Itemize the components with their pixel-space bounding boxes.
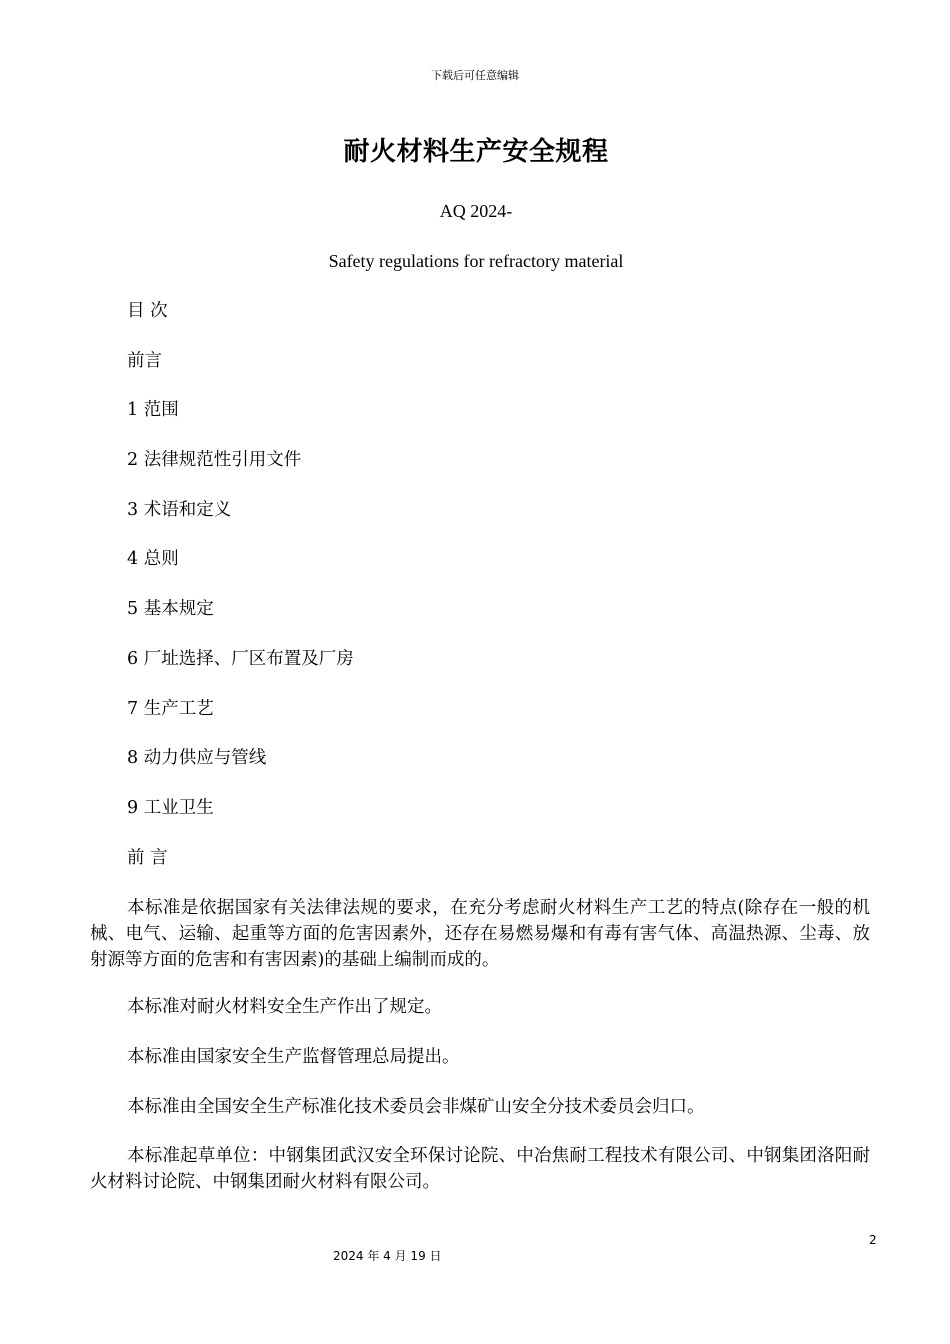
document-english-title: Safety regulations for refractory material bbox=[328, 251, 624, 271]
toc-item-site-selection: 6 厂址选择、厂区布置及厂房 bbox=[127, 649, 354, 669]
header-note: 下载后可任意编辑 bbox=[431, 69, 519, 82]
page-number: 2 bbox=[869, 1233, 877, 1247]
footer-date: 2024 年 4 月 19 日 bbox=[333, 1249, 442, 1263]
toc-item-general: 4 总则 bbox=[127, 549, 179, 569]
toc-item-scope: 1 范围 bbox=[127, 400, 179, 420]
toc-item-process: 7 生产工艺 bbox=[127, 699, 214, 719]
preface-paragraph: 本标准起草单位：中钢集团武汉安全环保讨论院、中冶焦耐工程技术有限公司、中钢集团洛阳耐火材料讨论院、中钢集团耐火材料有限公司。 bbox=[90, 1146, 870, 1192]
preface-paragraph: 本标准是依据国家有关法律法规的要求，在充分考虑耐火材料生产工艺的特点(除存在一般的机械、电气、运输、起重等方面的危害因素外，还存在易燃易爆和有毒有害气体、高温热源、尘毒、放射源等方面的危害和有害因素)的基础上编制而成的。 bbox=[90, 898, 870, 970]
preface-paragraph: 本标准由全国安全生产标准化技术委员会非煤矿山安全分技术委员会归口。 bbox=[127, 1097, 705, 1117]
document-code: AQ 2024- bbox=[439, 201, 513, 221]
toc-item-terms: 3 术语和定义 bbox=[127, 500, 232, 520]
toc-item-hygiene: 9 工业卫生 bbox=[127, 798, 214, 818]
preface-paragraph: 本标准对耐火材料安全生产作出了规定。 bbox=[127, 997, 442, 1017]
toc-item-power-supply: 8 动力供应与管线 bbox=[127, 748, 267, 768]
toc-heading: 目 次 bbox=[127, 301, 168, 321]
preface-heading: 前 言 bbox=[127, 848, 168, 868]
toc-item-preface: 前言 bbox=[127, 351, 162, 371]
toc-item-references: 2 法律规范性引用文件 bbox=[127, 450, 302, 470]
document-title: 耐火材料生产安全规程 bbox=[343, 137, 609, 167]
preface-paragraph: 本标准由国家安全生产监督管理总局提出。 bbox=[127, 1047, 460, 1067]
toc-item-basic-rules: 5 基本规定 bbox=[127, 599, 214, 619]
